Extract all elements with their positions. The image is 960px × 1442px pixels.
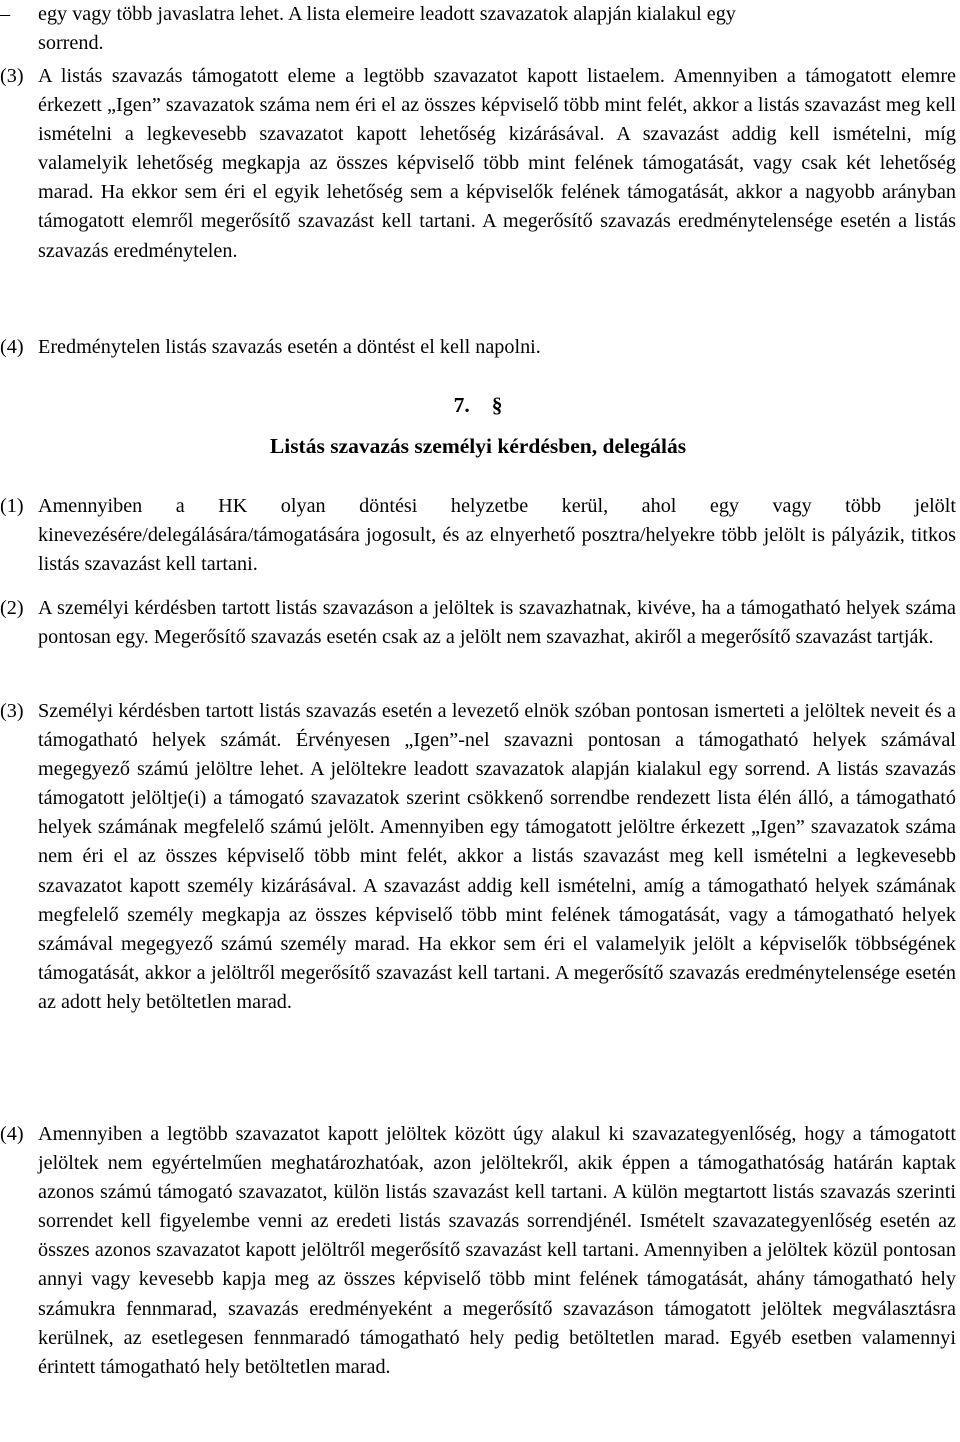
paragraph-text: A listás szavazás támogatott eleme a legtöbb szavazatot kapott listaelem. Amennyiben a támogatott elemre érkezett „Igen” szavazatok száma nem éri el az összes képviselő több mint felét, akkor a listás szavazást meg kell ismételni a legkevesebb szavazatot kapott lehetőség kizárásával. A szavazást addig kell ismételni, míg valamelyik lehetőség megkapja az összes képviselő több mint felének támogatását, vagy csak két lehetőség marad. Ha ekkor sem éri el egyik lehetőség sem a képviselők felének támogatását, akkor a nagyobb arányban támogatott elemről megerősítő szavazást kell tartani. A megerősítő szavazás eredménytelensége esetén a listás szavazás eredménytelen. xyxy=(38,65,956,262)
paragraph-number: (3) xyxy=(0,65,24,87)
section-paragraph-3 xyxy=(0,697,956,1017)
section-paragraph-2 xyxy=(0,594,956,652)
intro-continuation xyxy=(0,0,956,58)
paragraph-text: Személyi kérdésben tartott listás szavazás esetén a levezető elnök szóban pontosan ismerteti a jelöltek neveit és a támogatható helyek számát. Érvényesen „Igen”-nel szavazni pontosan a támogatható helyek számával megegyező számú jelöltre lehet. A jelöltekre leadott szavazatok alapján kialakul egy sorrend. A listás szavazás támogatott jelöltje(i) a támogató szavazatok szerint csökkenő sorrendbe rendezett lista élén álló, a támogatható helyek számának megfelelő számú jelölt. Amennyiben egy támogatott jelöltre érkezett „Igen” szavazatok száma nem éri el az összes képviselő több mint felét, akkor a listás szavazást meg kell ismételni a legkevesebb szavazatot kapott személy kizárásával. A szavazást addig kell ismételni, amíg a támogatható helyek számának megfelelő személy megkapja az összes képviselő több mint felének támogatását, vagy a támogatható helyek számával megegyező számú személy marad. Ha ekkor sem éri el valamelyik jelölt a képviselők többségének támogatását, akkor a jelöltről megerősítő szavazást kell tartani. A megerősítő szavazás eredménytelensége esetén az adott hely betöltetlen marad. xyxy=(38,700,956,1013)
section-paragraph-1 xyxy=(0,492,956,579)
intro-line-2: sorrend. xyxy=(38,32,104,55)
section-sign-icon: § xyxy=(491,393,503,417)
paragraph-text: Amennyiben a HK olyan döntési helyzetbe kerül, ahol egy vagy több jelölt kinevezésére/delegálására/támogatására jogosult, és az elnyerhető posztra/helyekre több jelölt is pályázik, titkos listás szavazást kell tartani. xyxy=(38,495,956,576)
paragraph-number: (1) xyxy=(0,495,24,517)
paragraph-4 xyxy=(0,333,956,362)
section-number xyxy=(0,390,956,420)
paragraph-number: (3) xyxy=(0,700,24,722)
intro-line-1 xyxy=(0,0,956,29)
paragraph-text: Eredménytelen listás szavazás esetén a döntést el kell napolni. xyxy=(38,336,541,358)
section-title: Listás szavazás személyi kérdésben, delegálás xyxy=(269,434,687,458)
dash-bullet: – xyxy=(0,3,11,25)
paragraph-number: (2) xyxy=(0,597,24,619)
paragraph-text: A személyi kérdésben tartott listás szavazáson a jelöltek is szavazhatnak, kivéve, ha a támogatható helyek száma pontosan egy. Megerősítő szavazás esetén csak az a jelölt nem szavazhat, akiről a megerősítő szavazást tartják. xyxy=(38,597,956,649)
paragraph-number: (4) xyxy=(0,336,24,358)
section-paragraph-4 xyxy=(0,1120,956,1382)
paragraph-3 xyxy=(0,62,956,266)
section-number-text: 7. xyxy=(453,393,470,417)
intro-line-1-text: egy vagy több javaslatra lehet. A lista elemeire leadott szavazatok alapján kialakul egy xyxy=(38,3,736,25)
paragraph-text: Amennyiben a legtöbb szavazatot kapott jelöltek között úgy alakul ki szavazategyenlőség, hogy a támogatott jelöltek nem egyértelműen meghatározhatóak, azon jelöltekről, akik éppen a támogathatóság határán kaptak azonos számú támogató szavazatot, külön listás szavazást kell tartani. A külön megtartott listás szavazás szerinti sorrendet kell figyelembe venni az eredeti listás szavazás sorrendjénél. Ismételt szavazategyenlőség esetén az összes azonos szavazatot kapott jelöltről megerősítő szavazást kell tartani. Amennyiben a jelöltek közül pontosan annyi vagy kevesebb kapja meg az összes képviselő több mint felének támogatását, ahány támogatható hely számukra fennmarad, szavazás eredményeként a megerősítő szavazáson támogatott jelöltek megválasztásra kerülnek, az esetlegesen fennmaradó támogatható hely pedig betöltetlen marad. Egyéb esetben valamennyi érintett támogatható hely betöltetlen marad. xyxy=(38,1123,956,1378)
paragraph-number: (4) xyxy=(0,1123,24,1145)
